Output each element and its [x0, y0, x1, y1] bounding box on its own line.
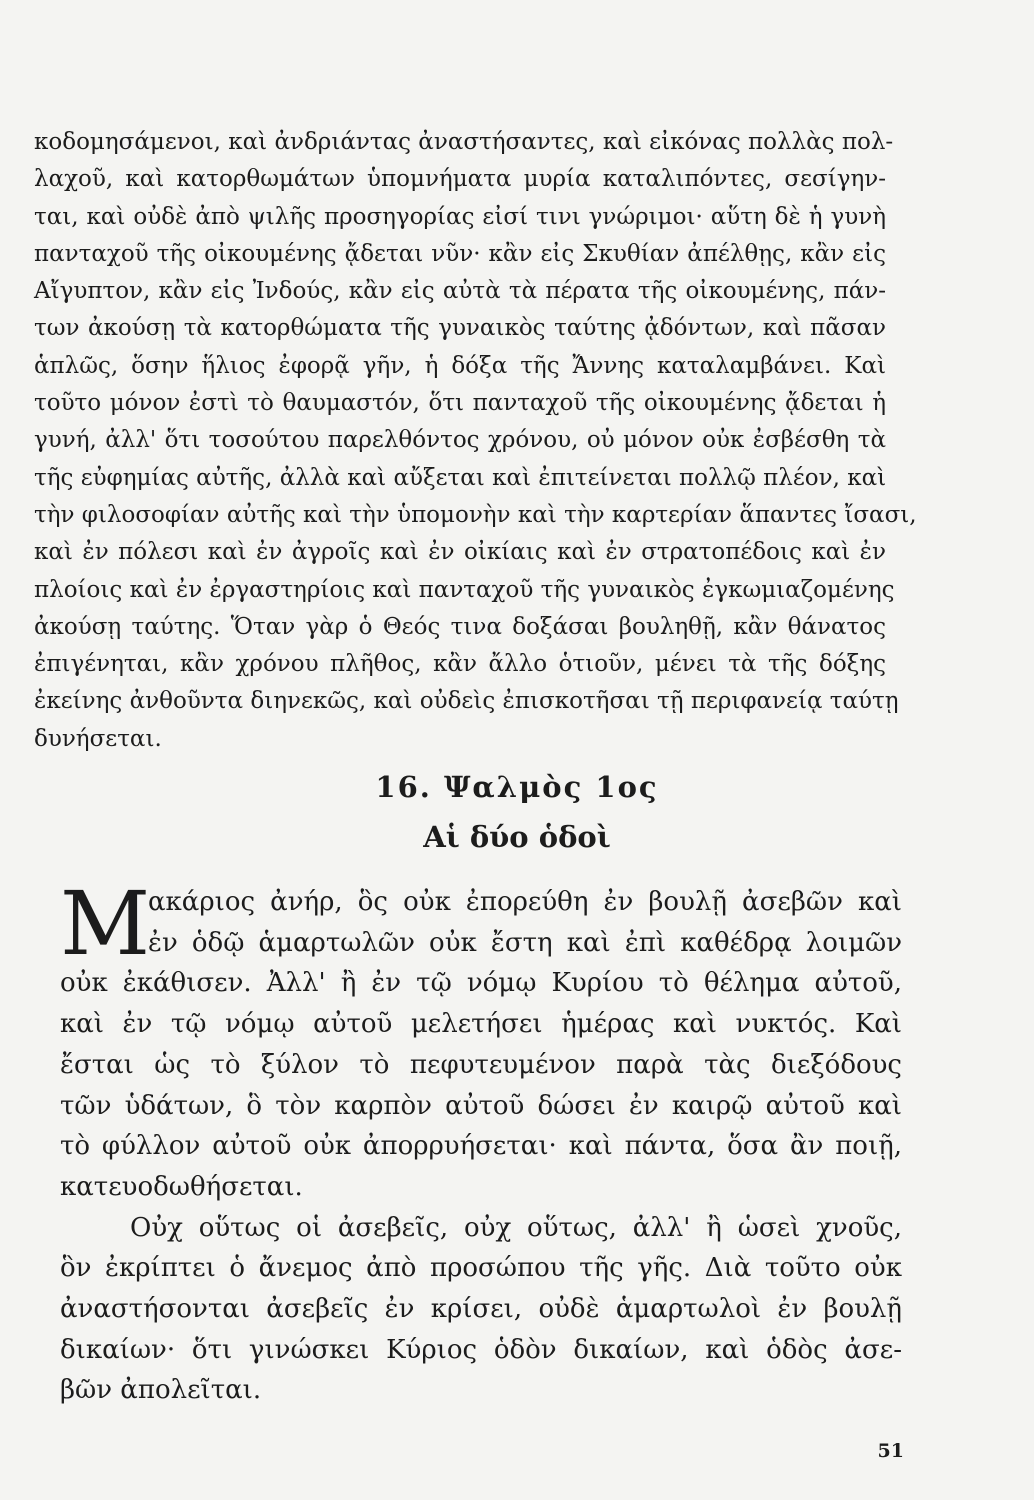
psalm-line: κατευοδωθήσεται. — [60, 1171, 303, 1202]
psalm-line: δικαίων· ὅτι γινώσκει Κύριος ὁδὸν δικαίων, καὶ ὁδὸς ἀσε- — [60, 1334, 902, 1365]
text-line: Αἴγυπτον, κἂν εἰς Ἰνδούς, κἂν εἰς αὐτὰ τὰ πέρατα τῆς οἰκουμένης, πάν- — [34, 278, 886, 305]
psalm-line: ἐν ὁδῷ ἁμαρτωλῶν οὐκ ἔστη καὶ ἐπὶ καθέδρᾳ λοιμῶν — [148, 927, 902, 958]
text-line: κοδομησάμενοι, καὶ ἀνδριάντας ἀναστήσαντες, καὶ εἰκόνας πολλὰς πολ- — [34, 129, 894, 155]
text-line: καὶ ἐν πόλεσι καὶ ἐν ἀγροῖς καὶ ἐν οἰκίαις καὶ ἐν στρατοπέδοις καὶ ἐν — [34, 539, 886, 566]
text-line: δυνήσεται. — [34, 725, 162, 752]
text-line: ται, καὶ οὐδὲ ἀπὸ ψιλῆς προσηγορίας εἰσί τινι γνώριμοι· αὕτη δὲ ἡ γυνὴ — [34, 203, 886, 230]
psalm-line: οὐκ ἐκάθισεν. Ἀλλ' ἢ ἐν τῷ νόμῳ Κυρίου τὸ θέλημα αὐτοῦ, — [60, 968, 902, 999]
psalm-line: ακάριος ἀνήρ, ὃς οὐκ ἐπορεύθη ἐν βουλῇ ἀσεβῶν καὶ — [148, 887, 902, 917]
psalm-text — [60, 872, 902, 1411]
psalm-line: ἀναστήσονται ἀσεβεῖς ἐν κρίσει, οὐδὲ ἁμαρτωλοὶ ἐν βουλῇ — [60, 1294, 902, 1325]
psalm-line: τῶν ὑδάτων, ὃ τὸν καρπὸν αὐτοῦ δώσει ἐν καιρῷ αὐτοῦ καὶ — [60, 1090, 902, 1121]
text-line: πανταχοῦ τῆς οἰκουμένης ᾄδεται νῦν· κἂν εἰς Σκυθίαν ἀπέλθῃς, κἂν εἰς — [34, 240, 886, 267]
drop-cap: Μ — [60, 872, 151, 975]
psalm-line: τὸ φύλλον αὐτοῦ οὐκ ἀπορρυήσεται· καὶ πάντα, ὅσα ἂν ποιῇ, — [60, 1131, 902, 1162]
commentary-text — [34, 124, 917, 758]
text-line: ἀκούσῃ ταύτης. Ὅταν γὰρ ὁ Θεός τινα δοξάσαι βουληθῇ, κἂν θάνατος — [34, 613, 886, 640]
psalm-line: ἔσται ὡς τὸ ξύλον τὸ πεφυτευμένον παρὰ τὰς διεξόδους — [60, 1049, 902, 1080]
text-line: τὴν φιλοσοφίαν αὐτῆς καὶ τὴν ὑπομονὴν καὶ τὴν καρτερίαν ἅπαντες ἴσασι, — [34, 501, 917, 528]
text-line: τῆς εὐφημίας αὐτῆς, ἀλλὰ καὶ αὔξεται καὶ ἐπιτείνεται πολλῷ πλέον, καὶ — [34, 464, 887, 491]
text-line: ἁπλῶς, ὅσην ἥλιος ἐφορᾷ γῆν, ἡ δόξα τῆς Ἄννης καταλαμβάνει. Καὶ — [34, 352, 886, 379]
text-line: γυνή, ἀλλ' ὅτι τοσούτου παρελθόντος χρόνου, οὐ μόνον οὐκ ἐσβέσθη τὰ — [34, 427, 886, 454]
text-line: των ἀκούσῃ τὰ κατορθώματα τῆς γυναικὸς ταύτης ᾀδόντων, καὶ πᾶσαν — [34, 315, 886, 342]
psalm-line: καὶ ἐν τῷ νόμῳ αὐτοῦ μελετήσει ἡμέρας καὶ νυκτός. Καὶ — [60, 1009, 902, 1040]
text-line: ἐκείνης ἀνθοῦντα διηνεκῶς, καὶ οὐδεὶς ἐπισκοτῆσαι τῇ περιφανείᾳ ταύτῃ — [34, 688, 899, 715]
psalm-line: ὃν ἐκρίπτει ὁ ἄνεμος ἀπὸ προσώπου τῆς γῆς. Διὰ τοῦτο οὐκ — [60, 1253, 902, 1284]
psalm-line: βῶν ἀπολεῖται. — [60, 1375, 262, 1406]
page-number: 51 — [877, 1440, 904, 1462]
text-line: τοῦτο μόνον ἐστὶ τὸ θαυμαστόν, ὅτι πανταχοῦ τῆς οἰκουμένης ᾄδεται ἡ — [34, 390, 886, 417]
psalm-line: Οὐχ οὕτως οἱ ἀσεβεῖς, οὐχ οὕτως, ἀλλ' ἢ ὡσεὶ χνοῦς, — [130, 1212, 902, 1243]
text-line: λαχοῦ, καὶ κατορθωμάτων ὑπομνήματα μυρία καταλιπόντες, σεσίγην- — [34, 166, 886, 193]
text-line: ἐπιγένηται, κἂν χρόνου πλῆθος, κἂν ἄλλο ὁτιοῦν, μένει τὰ τῆς δόξης — [34, 651, 886, 678]
section-subtitle: Αἱ δύο ὁδοὶ — [423, 820, 611, 854]
section-title: 16. Ψαλμὸς 1ος — [375, 770, 659, 804]
text-line: πλοίοις καὶ ἐν ἐργαστηρίοις καὶ πανταχοῦ τῆς γυναικὸς ἐγκωμιαζομένης — [34, 576, 895, 603]
